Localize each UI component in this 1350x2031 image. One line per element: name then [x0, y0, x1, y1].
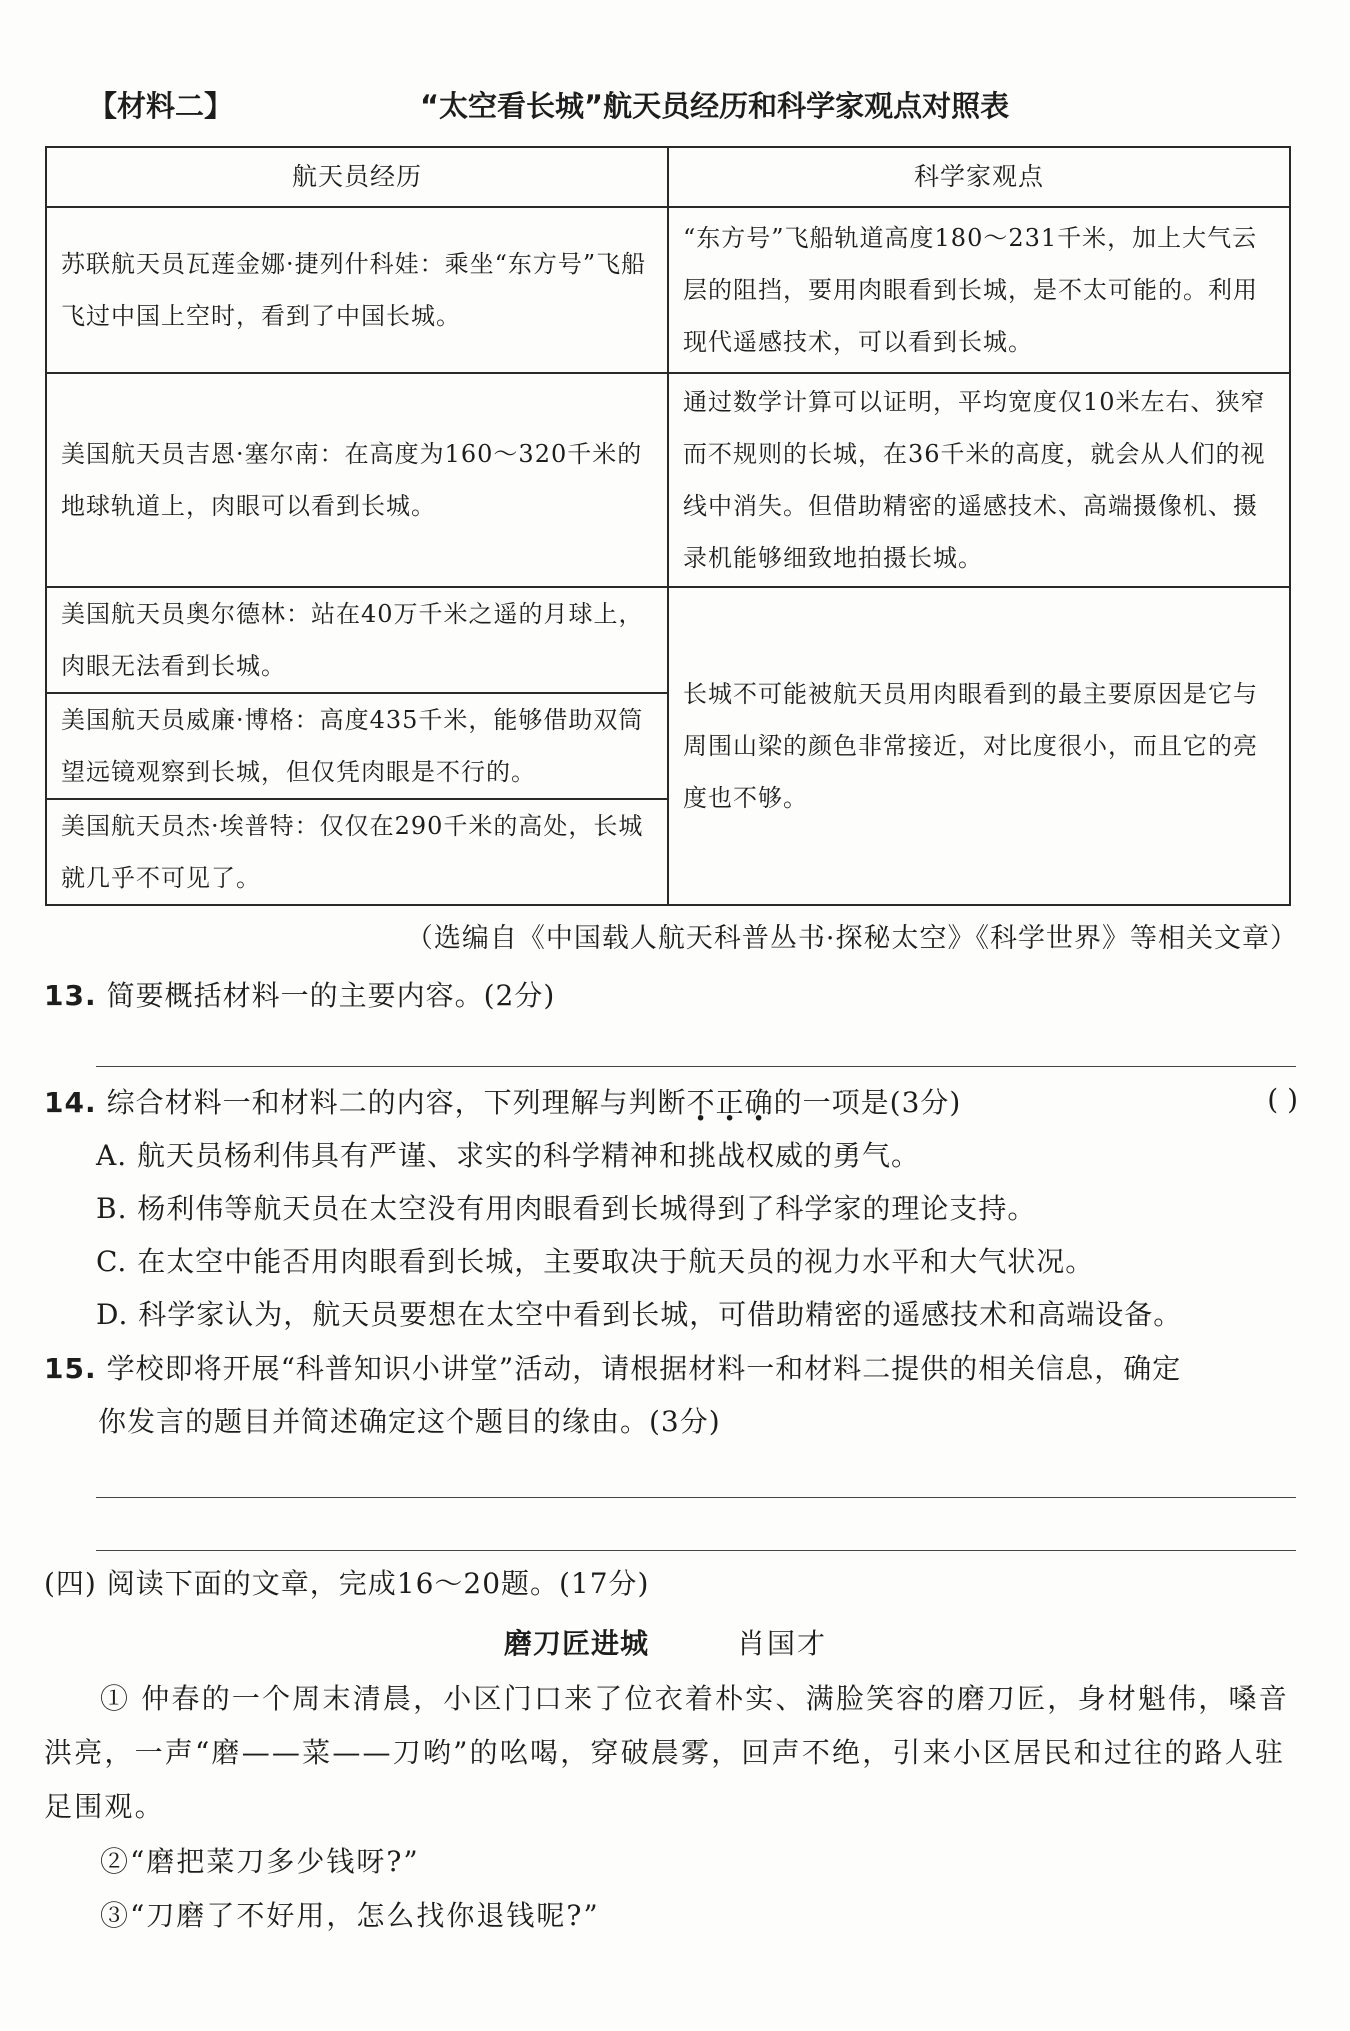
astronaut-cell: 美国航天员吉恩·塞尔南：在高度为160～320千米的地球轨道上，肉眼可以看到长城。 — [46, 373, 668, 587]
header-scientist: 科学家观点 — [668, 147, 1290, 207]
option-a[interactable]: A. 航天员杨利伟具有严谨、求实的科学精神和挑战权威的勇气。 — [96, 1139, 921, 1172]
paragraph-2: ②“磨把菜刀多少钱呀?” — [100, 1845, 420, 1878]
astronaut-cell: 苏联航天员瓦莲金娜·捷列什科娃：乘坐“东方号”飞船飞过中国上空时，看到了中国长城。 — [46, 207, 668, 373]
question-text: 综合材料一和材料二的内容，下列理解与判断 — [106, 1086, 687, 1119]
astronaut-cell: 美国航天员威廉·博格：高度435千米，能够借助双筒望远镜观察到长城，但仅凭肉眼是不行的。 — [46, 693, 668, 799]
scientist-cell: “东方号”飞船轨道高度180～231千米，加上大气云层的阻挡，要用肉眼看到长城，是不太可能的。利用现代遥感技术，可以看到长城。 — [668, 207, 1290, 373]
table-row — [46, 207, 1290, 373]
question-number: 13. — [44, 979, 97, 1012]
scientist-cell: 通过数学计算可以证明，平均宽度仅10米左右、狭窄而不规则的长城，在36千米的高度，就会从人们的视线中消失。但借助精密的遥感技术、高端摄像机、摄录机能够细致地拍摄长城。 — [668, 373, 1290, 587]
option-d[interactable]: D. 科学家认为，航天员要想在太空中看到长城，可借助精密的遥感技术和高端设备。 — [96, 1298, 1183, 1331]
question-text: 简要概括材料一的主要内容。(2分) — [106, 979, 556, 1012]
question-13 — [44, 976, 555, 1016]
emphasis-char: 确 — [744, 1086, 774, 1119]
answer-line[interactable] — [96, 1066, 1296, 1067]
article-author: 肖国才 — [737, 1627, 828, 1660]
emphasis-char: 不 — [686, 1086, 716, 1119]
astronaut-cell: 美国航天员杰·埃普特：仅仅在290千米的高处，长城就几乎不可见了。 — [46, 799, 668, 905]
question-text: 学校即将开展“科普知识小讲堂”活动，请根据材料一和材料二提供的相关信息，确定 — [106, 1352, 1182, 1385]
question-14 — [44, 1083, 961, 1123]
paragraph-3: ③“刀磨了不好用，怎么找你退钱呢?” — [100, 1899, 600, 1932]
header-astronaut: 航天员经历 — [46, 147, 668, 207]
option-b[interactable]: B. 杨利伟等航天员在太空没有用肉眼看到长城得到了科学家的理论支持。 — [96, 1192, 1037, 1225]
option-c[interactable]: C. 在太空中能否用肉眼看到长城，主要取决于航天员的视力水平和大气状况。 — [96, 1245, 1095, 1278]
table-title: “太空看长城”航天员经历和科学家观点对照表 — [420, 89, 1010, 123]
question-text-tail: 的一项是(3分) — [773, 1086, 962, 1119]
section-heading: (四) 阅读下面的文章，完成16～20题。(17分) — [44, 1567, 650, 1600]
question-15-line2: 你发言的题目并简述确定这个题目的缘由。(3分) — [98, 1405, 721, 1438]
table-row — [46, 587, 1290, 693]
scientist-cell: 长城不可能被航天员用肉眼看到的最主要原因是它与周围山梁的颜色非常接近，对比度很小，而且它的亮度也不够。 — [668, 587, 1290, 905]
question-number: 15. — [44, 1352, 97, 1385]
astronaut-cell: 美国航天员奥尔德林：站在40万千米之遥的月球上，肉眼无法看到长城。 — [46, 587, 668, 693]
comparison-table — [45, 146, 1291, 906]
table-row — [46, 373, 1290, 587]
table-header-row — [46, 147, 1290, 207]
answer-line[interactable] — [96, 1550, 1296, 1551]
source-note: （选编自《中国载人航天科普丛书·探秘太空》《科学世界》等相关文章） — [405, 923, 1298, 954]
answer-bracket[interactable]: ( ) — [1267, 1083, 1298, 1116]
article-title: 磨刀匠进城 — [504, 1627, 650, 1660]
material-label: 【材料二】 — [88, 89, 234, 123]
question-number: 14. — [44, 1086, 97, 1119]
emphasis-char: 正 — [715, 1086, 745, 1119]
material-header — [88, 84, 1288, 134]
paragraph-1: ① 仲春的一个周末清晨，小区门口来了位衣着朴实、满脸笑容的磨刀匠，身材魁伟，嗓音洪亮，一声“磨——菜——刀哟”的吆喝，穿破晨雾，回声不绝，引来小区居民和过往的路人驻足围观。 — [44, 1682, 1289, 1823]
answer-line[interactable] — [96, 1497, 1296, 1498]
question-15 — [44, 1349, 1181, 1389]
